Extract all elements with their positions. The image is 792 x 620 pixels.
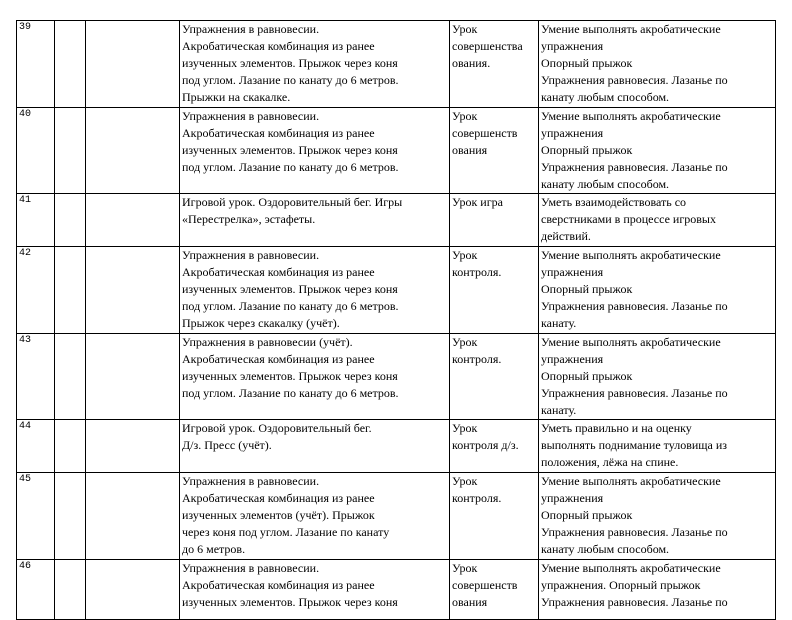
- lesson-topic-line: изученных элементов. Прыжок через коня: [182, 282, 398, 296]
- lesson-type-line: совершенств: [452, 578, 518, 592]
- lesson-topic-line: изученных элементов. Прыжок через коня: [182, 143, 398, 157]
- lesson-type-line: ования: [452, 143, 488, 157]
- lesson-topic-line: Прыжок через скакалку (учёт).: [182, 316, 340, 330]
- requirements-line: канату.: [541, 316, 577, 330]
- lesson-topic-line: Упражнения в равновесии.: [182, 561, 320, 575]
- lesson-topic-line: «Перестрелка», эстафеты.: [182, 212, 316, 226]
- lesson-topic-line: под углом. Лазание по канату до 6 метров.: [182, 73, 399, 87]
- lesson-type-line: Урок: [452, 109, 478, 123]
- date-plan-cell: [55, 473, 86, 560]
- requirements-line: Опорный прыжок: [541, 282, 633, 296]
- requirements-line: Опорный прыжок: [541, 508, 633, 522]
- requirements-line: Опорный прыжок: [541, 56, 633, 70]
- requirements-line: канату любым способом.: [541, 177, 670, 191]
- lesson-type-line: Урок: [452, 22, 478, 36]
- requirements-line: Умение выполнять акробатические: [541, 561, 721, 575]
- lesson-topic-line: до 6 метров.: [182, 542, 246, 556]
- lesson-type-line: ования: [452, 595, 488, 609]
- date-fact-cell: [86, 560, 180, 620]
- requirements-line: канату любым способом.: [541, 90, 670, 104]
- date-fact-cell: [86, 473, 180, 560]
- table-row: [17, 247, 776, 334]
- lesson-topic-line: Акробатическая комбинация из ранее: [182, 265, 375, 279]
- requirements-line: упражнения: [541, 39, 604, 53]
- lesson-number-cell: 43: [17, 334, 55, 420]
- lesson-type-cell: [450, 194, 539, 247]
- lesson-topic-line: под углом. Лазание по канату до 6 метров.: [182, 299, 399, 313]
- date-fact-cell: [86, 108, 180, 194]
- requirements-line: канату.: [541, 403, 577, 417]
- date-plan-cell: [55, 247, 86, 334]
- lesson-type-line: Урок: [452, 474, 478, 488]
- lesson-type-line: контроля.: [452, 491, 502, 505]
- requirements-line: упражнения: [541, 126, 604, 140]
- lesson-topic-line: Упражнения в равновесии.: [182, 248, 320, 262]
- requirements-line: сверстниками в процессе игровых: [541, 212, 716, 226]
- lesson-type-line: ования.: [452, 56, 491, 70]
- lesson-topic-cell: [180, 473, 450, 560]
- lesson-topic-line: Упражнения в равновесии.: [182, 22, 320, 36]
- lesson-number-cell: 45: [17, 473, 55, 560]
- lesson-topic-line: под углом. Лазание по канату до 6 метров.: [182, 386, 399, 400]
- requirements-line: Уметь правильно и на оценку: [541, 421, 692, 435]
- requirements-line: Упражнения равновесия. Лазанье по: [541, 73, 728, 87]
- lesson-type-cell: [450, 560, 539, 620]
- requirements-line: Упражнения равновесия. Лазанье по: [541, 595, 728, 609]
- table-row: [17, 334, 776, 420]
- lesson-topic-line: изученных элементов (учёт). Прыжок: [182, 508, 375, 522]
- lesson-topic-line: Д/з. Пресс (учёт).: [182, 438, 272, 452]
- lesson-topic-line: под углом. Лазание по канату до 6 метров.: [182, 160, 399, 174]
- lesson-type-line: совершенства: [452, 39, 523, 53]
- requirements-cell: [539, 334, 776, 420]
- table-row: [17, 473, 776, 560]
- lesson-number-cell: 46: [17, 560, 55, 620]
- requirements-line: упражнения: [541, 491, 604, 505]
- lesson-topic-cell: [180, 247, 450, 334]
- lesson-type-line: Урок: [452, 421, 478, 435]
- requirements-line: Упражнения равновесия. Лазанье по: [541, 160, 728, 174]
- requirements-line: Умение выполнять акробатические: [541, 22, 721, 36]
- date-fact-cell: [86, 21, 180, 108]
- table-row: [17, 420, 776, 473]
- requirements-line: канату любым способом.: [541, 542, 670, 556]
- lesson-plan-table: [16, 20, 776, 620]
- lesson-topic-line: Акробатическая комбинация из ранее: [182, 39, 375, 53]
- lesson-number-cell: 44: [17, 420, 55, 473]
- lesson-topic-line: Игровой урок. Оздоровительный бег.: [182, 421, 372, 435]
- date-plan-cell: [55, 334, 86, 420]
- date-fact-cell: [86, 334, 180, 420]
- requirements-line: Упражнения равновесия. Лазанье по: [541, 299, 728, 313]
- date-fact-cell: [86, 420, 180, 473]
- requirements-line: Умение выполнять акробатические: [541, 109, 721, 123]
- lesson-topic-line: Акробатическая комбинация из ранее: [182, 491, 375, 505]
- lesson-type-line: контроля д/з.: [452, 438, 519, 452]
- table-row: [17, 108, 776, 194]
- lesson-topic-line: Игровой урок. Оздоровительный бег. Игры: [182, 195, 403, 209]
- requirements-cell: [539, 21, 776, 108]
- date-plan-cell: [55, 108, 86, 194]
- requirements-line: действий.: [541, 229, 591, 243]
- requirements-cell: [539, 247, 776, 334]
- requirements-cell: [539, 420, 776, 473]
- lesson-plan-body: [17, 21, 776, 620]
- requirements-line: Умение выполнять акробатические: [541, 335, 721, 349]
- lesson-topic-line: изученных элементов. Прыжок через коня: [182, 595, 398, 609]
- lesson-type-line: Урок: [452, 335, 478, 349]
- date-plan-cell: [55, 21, 86, 108]
- lesson-type-cell: [450, 334, 539, 420]
- lesson-type-cell: [450, 108, 539, 194]
- lesson-type-line: контроля.: [452, 352, 502, 366]
- date-plan-cell: [55, 560, 86, 620]
- requirements-cell: [539, 108, 776, 194]
- lesson-topic-cell: [180, 194, 450, 247]
- requirements-line: упражнения. Опорный прыжок: [541, 578, 701, 592]
- lesson-topic-line: Упражнения в равновесии (учёт).: [182, 335, 353, 349]
- table-row: [17, 21, 776, 108]
- lesson-type-cell: [450, 420, 539, 473]
- requirements-line: Опорный прыжок: [541, 369, 633, 383]
- lesson-topic-line: изученных элементов. Прыжок через коня: [182, 56, 398, 70]
- lesson-topic-line: Упражнения в равновесии.: [182, 109, 320, 123]
- requirements-line: выполнять поднимание туловища из: [541, 438, 728, 452]
- lesson-topic-cell: [180, 334, 450, 420]
- requirements-line: положения, лёжа на спине.: [541, 455, 679, 469]
- lesson-topic-cell: [180, 560, 450, 620]
- date-plan-cell: [55, 194, 86, 247]
- lesson-topic-cell: [180, 21, 450, 108]
- table-row: [17, 560, 776, 620]
- lesson-topic-line: Акробатическая комбинация из ранее: [182, 126, 375, 140]
- lesson-type-line: контроля.: [452, 265, 502, 279]
- requirements-cell: [539, 560, 776, 620]
- requirements-cell: [539, 194, 776, 247]
- lesson-type-cell: [450, 21, 539, 108]
- lesson-type-cell: [450, 473, 539, 560]
- lesson-number-cell: 39: [17, 21, 55, 108]
- lesson-number-cell: 40: [17, 108, 55, 194]
- lesson-type-cell: [450, 247, 539, 334]
- date-fact-cell: [86, 194, 180, 247]
- lesson-topic-line: Акробатическая комбинация из ранее: [182, 352, 375, 366]
- date-fact-cell: [86, 247, 180, 334]
- lesson-topic-cell: [180, 108, 450, 194]
- lesson-topic-line: через коня под углом. Лазание по канату: [182, 525, 390, 539]
- lesson-type-line: Урок: [452, 248, 478, 262]
- requirements-line: упражнения: [541, 265, 604, 279]
- requirements-line: Упражнения равновесия. Лазанье по: [541, 525, 728, 539]
- lesson-type-line: Урок: [452, 561, 478, 575]
- requirements-line: упражнения: [541, 352, 604, 366]
- lesson-number-cell: 42: [17, 247, 55, 334]
- requirements-cell: [539, 473, 776, 560]
- date-plan-cell: [55, 420, 86, 473]
- lesson-type-line: совершенств: [452, 126, 518, 140]
- requirements-line: Упражнения равновесия. Лазанье по: [541, 386, 728, 400]
- lesson-topic-line: Акробатическая комбинация из ранее: [182, 578, 375, 592]
- lesson-topic-line: изученных элементов. Прыжок через коня: [182, 369, 398, 383]
- table-row: [17, 194, 776, 247]
- requirements-line: Уметь взаимодействовать со: [541, 195, 687, 209]
- lesson-topic-line: Упражнения в равновесии.: [182, 474, 320, 488]
- requirements-line: Умение выполнять акробатические: [541, 474, 721, 488]
- lesson-topic-line: Прыжки на скакалке.: [182, 90, 291, 104]
- lesson-type-line: Урок игра: [452, 195, 503, 209]
- requirements-line: Опорный прыжок: [541, 143, 633, 157]
- requirements-line: Умение выполнять акробатические: [541, 248, 721, 262]
- lesson-topic-cell: [180, 420, 450, 473]
- lesson-number-cell: 41: [17, 194, 55, 247]
